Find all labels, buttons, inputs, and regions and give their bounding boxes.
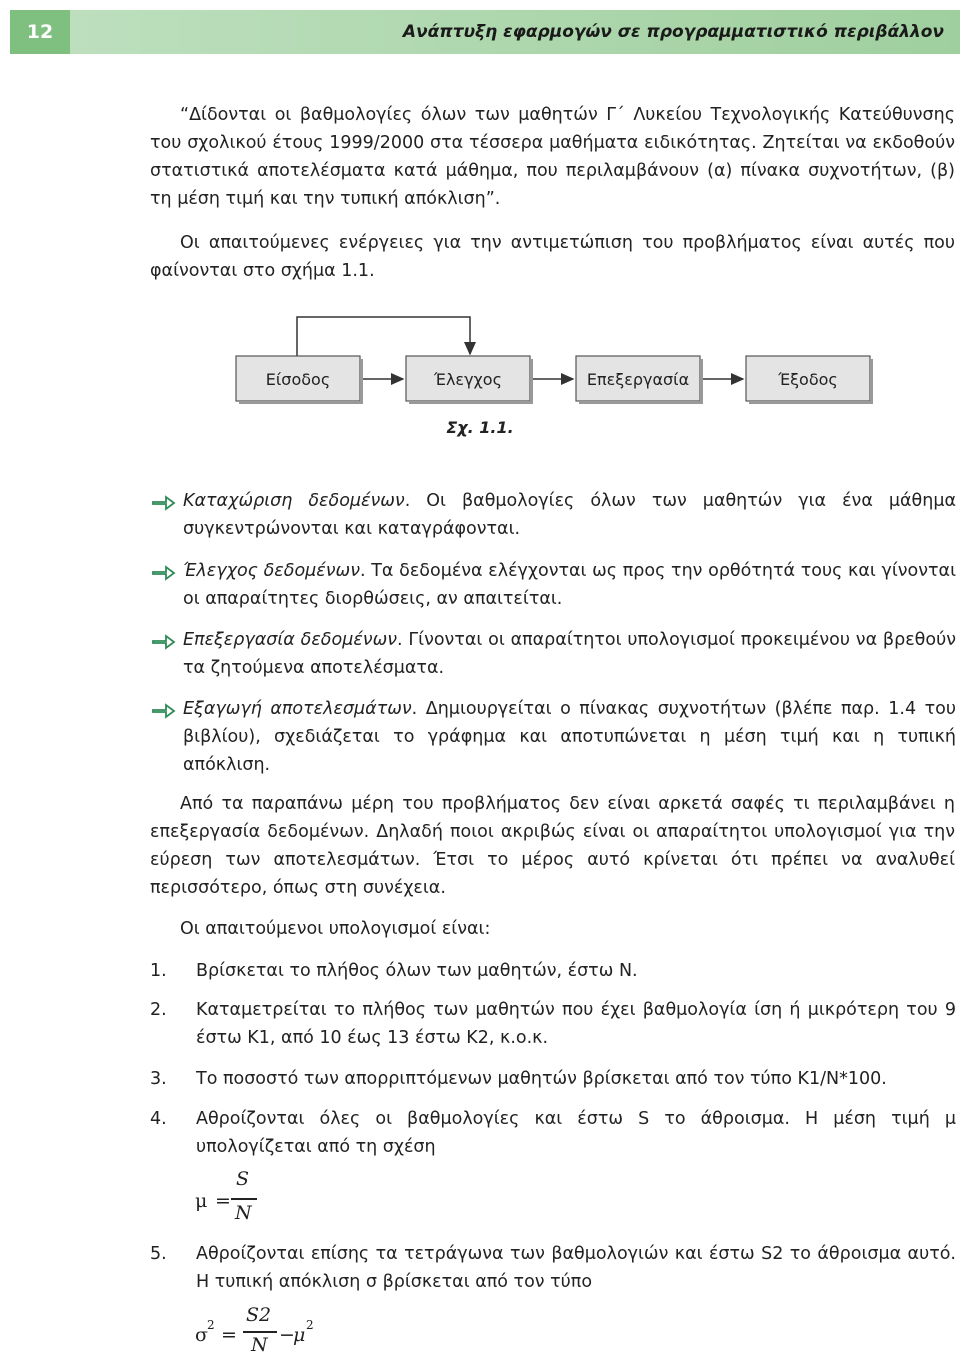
step-text: Το ποσοστό των απορριπτόμενων μαθητών βρίσκεται από τον τύπο Κ1/Ν*100. (196, 1069, 887, 1089)
bullet-data-entry (150, 487, 956, 543)
bullet-text: . Δημιουργείται ο πίνακας συχνοτήτων (βλέπε παρ. 1.4 του βιβλίου), σχεδιάζεται το γράφημα και αποτυπώνεται η μέση τιμή και η τυπική απόκλιση. (183, 699, 956, 775)
intro-paragraph: “Δίδονται οι βαθμολογίες όλων των μαθητών Γ΄ Λυκείου Τεχνολογικής Κατεύθυνσης του σχολικού έτους 1999/2000 στα τέσσερα μαθήματα ειδικότητας. Ζητείται να εκδοθούν στατιστικά αποτελέσματα κατά μάθημα, που περιλαμβάνουν (α) πίνακα συχνοτήτων, (β) τη μέση τιμή και την τυπική απόκλιση”. (150, 105, 955, 209)
step-3 (150, 1065, 956, 1093)
calc-intro-paragraph: Οι απαιτούμενοι υπολογισμοί είναι: (180, 919, 491, 939)
page-number: 12 (10, 10, 70, 54)
step-2 (150, 996, 956, 1052)
bullet-arrow-icon (150, 563, 176, 581)
formula-mu: μ (293, 1324, 306, 1346)
flow-box-output (746, 356, 873, 404)
bullet-data-processing (150, 626, 956, 682)
mean-formula (195, 1168, 315, 1230)
formula-lhs-exponent: 2 (207, 1318, 215, 1332)
unclear-paragraph: Από τα παραπάνω μέρη του προβλήματος δεν είναι αρκετά σαφές τι περιλαμβάνει η επεξεργασία δεδομένων. Δηλαδή ποιοι ακριβώς είναι οι απαραίτητοι υπολογισμοί για την εύρεση των αποτελεσμάτων. Έτσι το μέρος αυτό κρίνεται ότι πρέπει να αναλυθεί περισσότερο, όπως στη συνέχεια. (150, 794, 955, 898)
step-text: Βρίσκεται το πλήθος όλων των μαθητών, έστω Ν. (196, 961, 638, 981)
formula-mu-exponent: 2 (306, 1318, 314, 1332)
fraction-bar (243, 1331, 277, 1333)
formula-lhs: μ (195, 1190, 208, 1212)
step-1 (150, 957, 956, 985)
bullet-arrow-icon (150, 493, 176, 511)
formula-numerator: S2 (246, 1304, 272, 1326)
bullet-results-output (150, 695, 956, 779)
feedback-arrow (297, 317, 470, 356)
formula-denominator: N (235, 1202, 252, 1224)
step-text: Αθροίζονται όλες οι βαθμολογίες και έστω S το άθροισμα. Η μέση τιμή μ υπολογίζεται από τη σχέση (196, 1109, 956, 1157)
box-label-process: Επεξεργασία (586, 370, 690, 389)
step-number: 4. (150, 1109, 167, 1129)
std-dev-formula (195, 1304, 355, 1360)
formula-numerator: S (236, 1168, 250, 1190)
formula-equals: = (215, 1190, 231, 1212)
formula-equals: = (221, 1324, 237, 1346)
step-number: 5. (150, 1244, 167, 1264)
bullet-text: . Οι βαθμολογίες όλων των μαθητών για ένα μάθημα συγκεντρώνονται και καταγράφονται. (183, 491, 956, 539)
chapter-title: Ανάπτυξη εφαρμογών σε προγραμματιστικό περιβάλλον (402, 22, 944, 42)
flow-box-check (406, 356, 533, 404)
bullet-lead: Έλεγχος δεδομένων (183, 561, 360, 581)
bullet-data-check (150, 557, 956, 613)
step-5 (150, 1240, 956, 1296)
step-text: Αθροίζονται επίσης τα τετράγωνα των βαθμολογιών και έστω S2 το άθροισμα αυτό. Η τυπική απόκλιση σ βρίσκεται από τον τύπο (196, 1244, 956, 1292)
bullet-lead: Εξαγωγή αποτελεσμάτων (183, 699, 412, 719)
step-text: Καταμετρείται το πλήθος των μαθητών που έχει βαθμολογία ίση ή μικρότερη του 9 έστω Κ1, από 10 έως 13 έστω Κ2, κ.ο.κ. (196, 1000, 956, 1048)
formula-lhs: σ (195, 1324, 208, 1346)
step-number: 2. (150, 1000, 167, 1020)
bullet-lead: Καταχώριση δεδομένων (183, 491, 405, 511)
box-label-output: Έξοδος (778, 370, 838, 389)
bullet-lead: Επεξεργασία δεδομένων (183, 630, 398, 650)
flow-box-input (236, 356, 363, 404)
formula-denominator: N (251, 1334, 268, 1356)
bullet-text: . Τα δεδομένα ελέγχονται ως προς την ορθότητά τους και γίνονται οι απαραίτητες διορθώσεις, αν απαιτείται. (183, 561, 956, 609)
box-label-input: Είσοδος (265, 370, 331, 389)
figure-caption: Σχ. 1.1. (446, 418, 514, 437)
flow-box-process (576, 356, 703, 404)
bullet-text: . Γίνονται οι απαραίτητοι υπολογισμοί προκειμένου να βρεθούν τα ζητούμενα αποτελέσματα. (183, 630, 956, 678)
formula-minus: − (279, 1324, 295, 1346)
actions-paragraph: Οι απαιτούμενες ενέργειες για την αντιμετώπιση του προβλήματος είναι αυτές που φαίνονται στο σχήμα 1.1. (150, 233, 955, 281)
fraction-bar (231, 1198, 257, 1200)
box-label-check: Έλεγχος (434, 370, 502, 389)
step-number: 3. (150, 1069, 167, 1089)
bullet-arrow-icon (150, 701, 176, 719)
step-4 (150, 1105, 956, 1161)
step-number: 1. (150, 961, 167, 981)
bullet-arrow-icon (150, 632, 176, 650)
